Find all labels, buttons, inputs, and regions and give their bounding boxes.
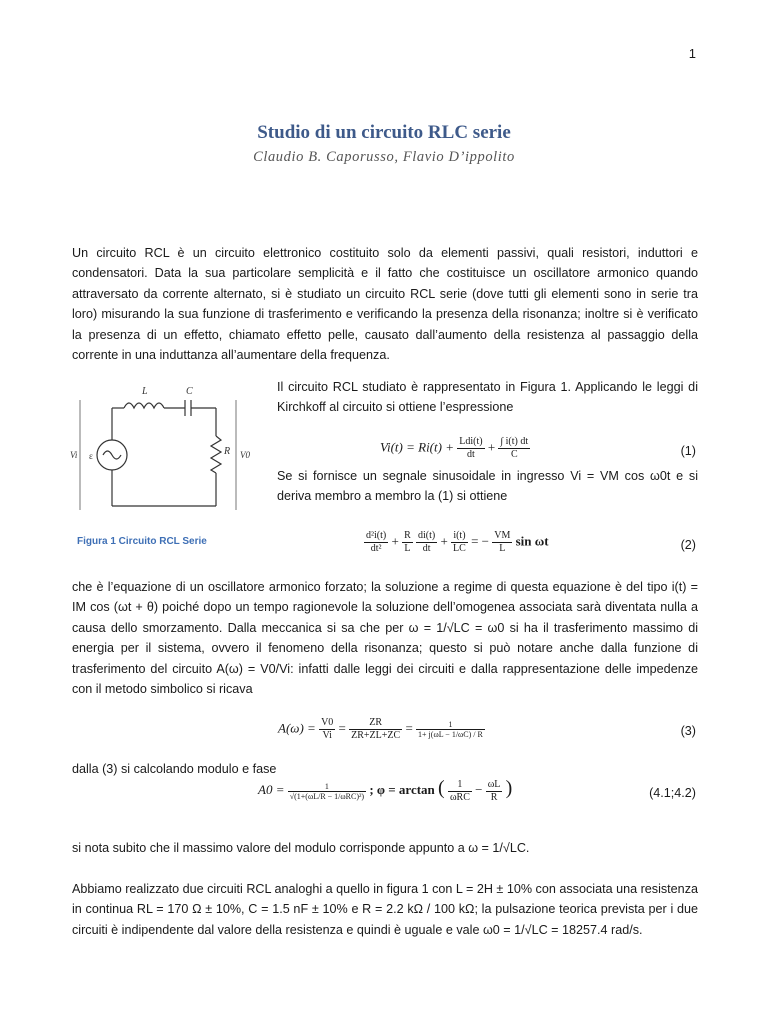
eq2-e-den: L <box>499 543 506 554</box>
paper-title: Studio di un circuito RLC serie <box>257 122 511 143</box>
label-V0: V0 <box>240 450 250 460</box>
eq2-frac-b <box>402 530 413 555</box>
label-R: R <box>224 446 231 457</box>
eq3-b-den: ZR+ZL+ZC <box>351 730 401 741</box>
eq4-f1-num: 1 <box>448 779 472 792</box>
eq1-lhs: Vi(t) = Ri(t) + <box>380 439 454 455</box>
equation-1-number: (1) <box>680 444 696 458</box>
paragraph-resonance: che è l’equazione di un oscillatore armonico forzato; la soluzione a regime di questa equazione è del tipo i(t) = IM cos (ωt + θ) poiché dopo un tempo ragionevole la soluzione dell’omogenea associata sarà diventata nulla a causa dello smorzamento. Dalla meccanica si sa che per ω = 1/√LC = ω0 si ha il trasferimento massimo di energia per il sistema, ovvero il fenomeno della risonanza; questo si può notare anche dalla funzione di trasferimento del circuito A(ω) = V0/Vi: infatti dalle leggi dei circuiti e dalla rappresentazione delle impedenze con il metodo simbolico si ricava <box>72 580 698 697</box>
resistor-symbol <box>211 436 221 473</box>
authors: Claudio B. Caporusso, Flavio D’ippolito <box>253 149 515 165</box>
eq2-c-num: di(t) <box>417 530 436 541</box>
eq2-tail: sin ωt <box>515 533 549 549</box>
eq2-frac-a <box>364 530 388 555</box>
eq3-a-den: Vi <box>322 730 332 741</box>
eq4-minus: − <box>475 782 483 797</box>
eq4-f2-den: R <box>490 791 498 803</box>
page-number: 1 <box>688 46 696 61</box>
eq4-lhs: A0 = <box>258 782 285 797</box>
equation-4 <box>258 777 512 804</box>
eq1-frac-inductor <box>457 436 484 461</box>
equation-2-number: (2) <box>680 538 696 552</box>
eq2-a-den: dt² <box>370 543 382 554</box>
eq1-t2-num: Ldi(t) <box>459 436 483 447</box>
eq4-frac-2 <box>486 779 503 804</box>
eq2-b-num: R <box>404 530 411 541</box>
eq2-c-den: dt <box>422 543 431 554</box>
eq2-e-num: VM <box>494 530 511 541</box>
equation-2: $\frac{\text{d²i(t)}}{\text{dt²}}$ + $\frac{R}{L}$ $\frac{di(t)}{dt}$ + $\frac{i(t)}{LC}$ = − $\frac{VM}{L}$ sin ωt <box>366 530 549 554</box>
eq4-paren-close: ) <box>505 777 513 799</box>
eq4-frac-1 <box>448 779 472 804</box>
eq1-plus: + <box>487 439 496 455</box>
equation-3: A(ω) = $\frac{V0}{Vi}$ = $\frac{ZR}{ZR+ZL+ZC}$ = $\frac{1}{1+ j(\omega L - 1/\omega C) / R}$ <box>278 717 483 741</box>
line-modulo-fase: dalla (3) si calcolando modulo e fase <box>72 762 277 776</box>
eq2-d-den: LC <box>453 543 466 554</box>
paragraph-kirchhoff: Il circuito RCL studiato è rappresentato in Figura 1. Applicando le leggi di Kirchkoff al circuito si ottiene l’espressione <box>277 380 698 415</box>
paragraph-sinusoidal: Se si fornisce un segnale sinusoidale in ingresso Vi = VM cos ω0t e si deriva membro a membro la (1) si ottiene <box>277 469 698 504</box>
eq1-frac-capacitor <box>498 436 530 461</box>
equation-4-number: (4.1;4.2) <box>649 786 696 800</box>
paragraph-realization: Abbiamo realizzato due circuiti RCL analoghi a quello in figura 1 con L = 2H ± 10% con associata una resistenza in continua RL = 170 Ω ± 10%, C = 1.5 nF ± 10% e R = 2.2 kΩ / 100 kΩ; la pulsazione teorica prevista per i due circuiti è indipendente dal valore della resistenza e quindi è uguale e vale ω0 = 1/√LC = 18257.4 rad/s. <box>72 882 698 937</box>
eq4-paren-open: ( <box>438 777 445 799</box>
circuit-figure <box>60 378 265 528</box>
eq1-t3-num: ∫ i(t) dt <box>500 436 529 447</box>
paragraph-intro: Un circuito RCL è un circuito elettronico costituito solo da elementi passivi, quali resistori, induttori e condensatori. Data la sua particolare semplicità e il fatto che costituisce un oscillatore armonico quando attraversato da corrente alternato, si è studiato un circuito RCL serie (dove tutti gli elementi sono in serie tra loro) misurando la sua funzione di trasferimento e verificando la presenza della risonanza; inoltre si è verificato la presenza di un effetto, chiamato effetto pelle, causato dall’aumento della resistenza al passaggio della corrente in una induttanza all’aumentare della frequenza. <box>72 246 698 363</box>
figure-caption: Figura 1 Circuito RCL Serie <box>77 536 207 547</box>
eq2-frac-e <box>492 530 512 555</box>
eq2-a-num: d²i(t) <box>366 530 387 541</box>
eq4-f1-den: ωRC <box>449 791 470 803</box>
ac-wave-symbol <box>103 451 121 459</box>
inductor-symbol <box>124 403 164 408</box>
eq4-f2-num: ωL <box>487 778 501 790</box>
eq1-t3-den: C <box>510 449 518 460</box>
eq2-frac-c <box>416 530 437 555</box>
eq2-frac-d <box>451 530 468 555</box>
eq3-a-num: V0 <box>321 717 334 728</box>
eq2-d-num: i(t) <box>451 530 468 543</box>
eq4-phi: ; φ = arctan <box>369 782 435 797</box>
eq2-b-den: L <box>404 543 411 554</box>
equation-3-number: (3) <box>680 724 696 738</box>
eq3-b-num: ZR <box>349 717 402 730</box>
eq4-frac-modulus <box>288 782 366 801</box>
label-Vi: Vi <box>70 450 78 460</box>
line-max-modulo: si nota subito che il massimo valore del modulo corrisponde appunto a ω = 1/√LC. <box>72 841 530 855</box>
label-C: C <box>186 386 193 397</box>
eq4-den: √(1+(ωL/R − 1/ωRC)²) <box>289 791 365 801</box>
eq3-c-num: 1 <box>416 720 485 730</box>
circuit-diagram <box>60 378 265 528</box>
label-L: L <box>142 386 148 397</box>
eq3-c-den: 1+ j(ωL − 1/ωC) / R <box>418 730 483 739</box>
eq3-frac-b <box>349 717 402 742</box>
eq3-lhs: A(ω) = <box>278 720 316 736</box>
eq1-t2-den: dt <box>467 449 475 460</box>
label-source: ε <box>89 451 93 461</box>
eq2-equals: = − <box>471 533 489 549</box>
eq3-frac-a <box>319 717 335 742</box>
eq4-num: 1 <box>288 782 366 792</box>
equation-1 <box>380 436 530 461</box>
eq3-frac-c <box>416 720 485 739</box>
